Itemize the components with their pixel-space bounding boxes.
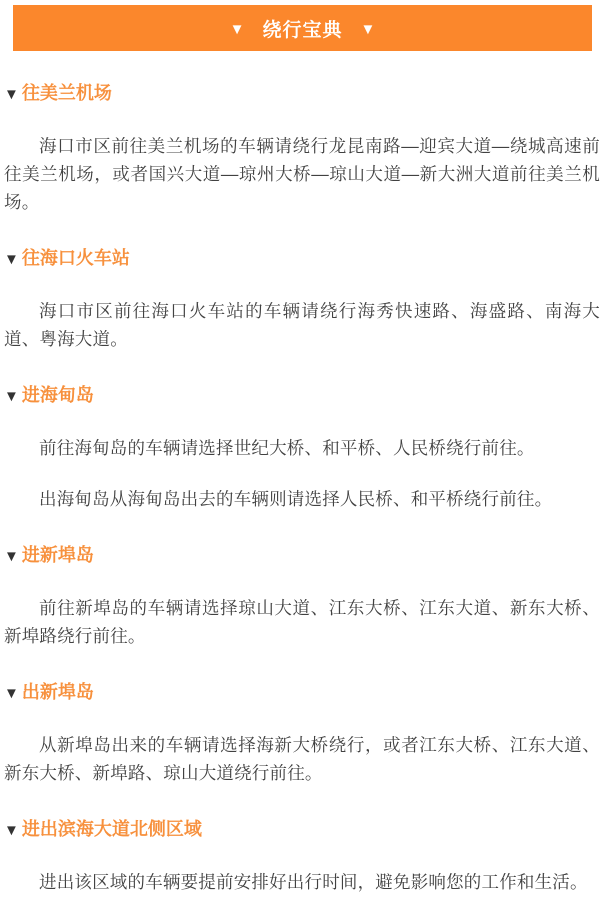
triangle-down-icon: ▼ (4, 685, 19, 702)
detour-guide-banner (13, 5, 592, 51)
section-heading-label: 往海口火车站 (21, 248, 130, 268)
section-exit-xinbu-island (4, 678, 600, 787)
section-paragraph: 前往海甸岛的车辆请选择世纪大桥、和平桥、人民桥绕行前往。 (39, 438, 535, 458)
triangle-down-icon: ▼ (4, 548, 19, 565)
triangle-down-icon: ▼ (4, 251, 19, 268)
section-binhai-avenue-north (4, 815, 600, 896)
section-paragraph: 海口市区前往美兰机场的车辆请绕行龙昆南路—迎宾大道—绕城高速前往美兰机场，或者国兴大道—琼州大桥—琼山大道—新大洲大道前往美兰机场。 (4, 136, 600, 212)
section-enter-xinbu-island (4, 541, 600, 650)
section-heading-label: 出新埠岛 (21, 682, 94, 702)
banner-title: 绕行宝典 (262, 19, 343, 41)
section-heading (4, 79, 600, 109)
section-railway-station (4, 244, 600, 353)
section-paragraph: 出海甸岛从海甸岛出去的车辆则请选择人民桥、和平桥绕行前往。 (39, 489, 553, 509)
section-heading-label: 进新埠岛 (21, 545, 94, 565)
section-paragraph: 从新埠岛出来的车辆请选择海新大桥绕行，或者江东大桥、江东大道、新东大桥、新埠路、琼山大道绕行前往。 (4, 735, 600, 783)
article-content (0, 79, 609, 896)
triangle-down-icon: ▼ (4, 86, 19, 103)
section-heading (4, 244, 600, 274)
triangle-down-icon: ▼ (229, 20, 245, 38)
section-paragraph: 前往新埠岛的车辆请选择琼山大道、江东大桥、江东大道、新东大桥、新埠路绕行前往。 (4, 598, 600, 646)
section-heading-label: 往美兰机场 (21, 83, 112, 103)
triangle-down-icon: ▼ (360, 20, 376, 38)
section-paragraph: 进出该区域的车辆要提前安排好出行时间，避免影响您的工作和生活。 (39, 872, 588, 892)
section-heading (4, 541, 600, 571)
section-heading (4, 815, 600, 845)
section-heading-label: 进海甸岛 (21, 385, 94, 405)
section-enter-haidian-island (4, 381, 600, 513)
triangle-down-icon: ▼ (4, 388, 19, 405)
section-heading (4, 381, 600, 411)
section-meilan-airport (4, 79, 600, 216)
section-heading-label: 进出滨海大道北侧区域 (21, 819, 202, 839)
section-paragraph: 海口市区前往海口火车站的车辆请绕行海秀快速路、海盛路、南海大道、粤海大道。 (4, 301, 600, 349)
triangle-down-icon: ▼ (4, 822, 19, 839)
section-heading (4, 678, 600, 708)
